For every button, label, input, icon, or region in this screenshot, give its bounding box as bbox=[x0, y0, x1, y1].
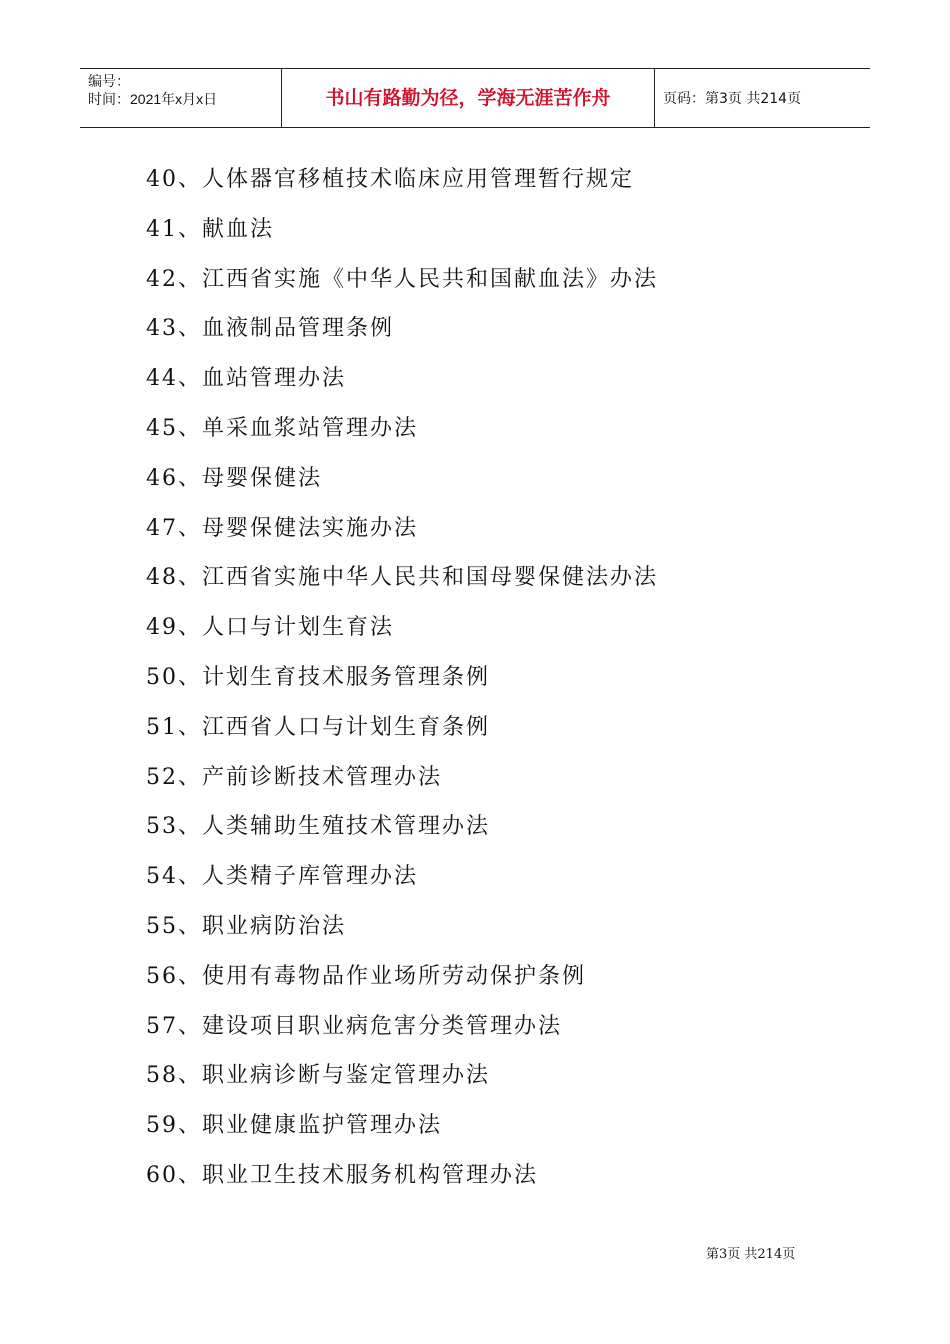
list-item: 48、江西省实施中华人民共和国母婴保健法办法 bbox=[146, 565, 658, 591]
header-motto: 书山有路勤为径，学海无涯苦作舟 bbox=[325, 87, 611, 109]
list-item: 53、人类辅助生殖技术管理办法 bbox=[146, 814, 490, 840]
list-item: 57、建设项目职业病危害分类管理办法 bbox=[146, 1013, 562, 1039]
list-item: 52、产前诊断技术管理办法 bbox=[146, 764, 442, 790]
regulation-list bbox=[146, 163, 658, 1209]
list-item: 59、职业健康监护管理办法 bbox=[146, 1113, 442, 1139]
list-item: 43、血液制品管理条例 bbox=[146, 316, 394, 342]
header-page-cell bbox=[655, 69, 870, 127]
header-page-info: 页码：第3页 共214页 bbox=[663, 91, 802, 107]
list-item: 58、职业病诊断与鉴定管理办法 bbox=[146, 1063, 490, 1089]
document-time-label: 时间：2021年x月x日 bbox=[88, 91, 218, 107]
list-item: 46、母婴保健法 bbox=[146, 465, 322, 491]
list-item: 60、职业卫生技术服务机构管理办法 bbox=[146, 1162, 538, 1188]
list-item: 47、母婴保健法实施办法 bbox=[146, 515, 418, 541]
list-item: 44、血站管理办法 bbox=[146, 366, 346, 392]
list-item: 54、人类精子库管理办法 bbox=[146, 864, 418, 890]
list-item: 41、献血法 bbox=[146, 216, 274, 242]
document-header bbox=[80, 68, 870, 128]
page-footer: 第3页 共214页 bbox=[706, 1247, 796, 1262]
list-item: 51、江西省人口与计划生育条例 bbox=[146, 714, 490, 740]
list-item: 42、江西省实施《中华人民共和国献血法》办法 bbox=[146, 266, 658, 292]
list-item: 56、使用有毒物品作业场所劳动保护条例 bbox=[146, 963, 586, 989]
header-meta-cell bbox=[80, 69, 282, 127]
list-item: 49、人口与计划生育法 bbox=[146, 615, 394, 641]
list-item: 55、职业病防治法 bbox=[146, 913, 346, 939]
header-motto-cell bbox=[282, 69, 655, 127]
list-item: 40、人体器官移植技术临床应用管理暂行规定 bbox=[146, 167, 634, 192]
list-item: 50、计划生育技术服务管理条例 bbox=[146, 664, 490, 690]
list-item: 45、单采血浆站管理办法 bbox=[146, 415, 418, 441]
document-number-label: 编号： bbox=[88, 73, 130, 89]
